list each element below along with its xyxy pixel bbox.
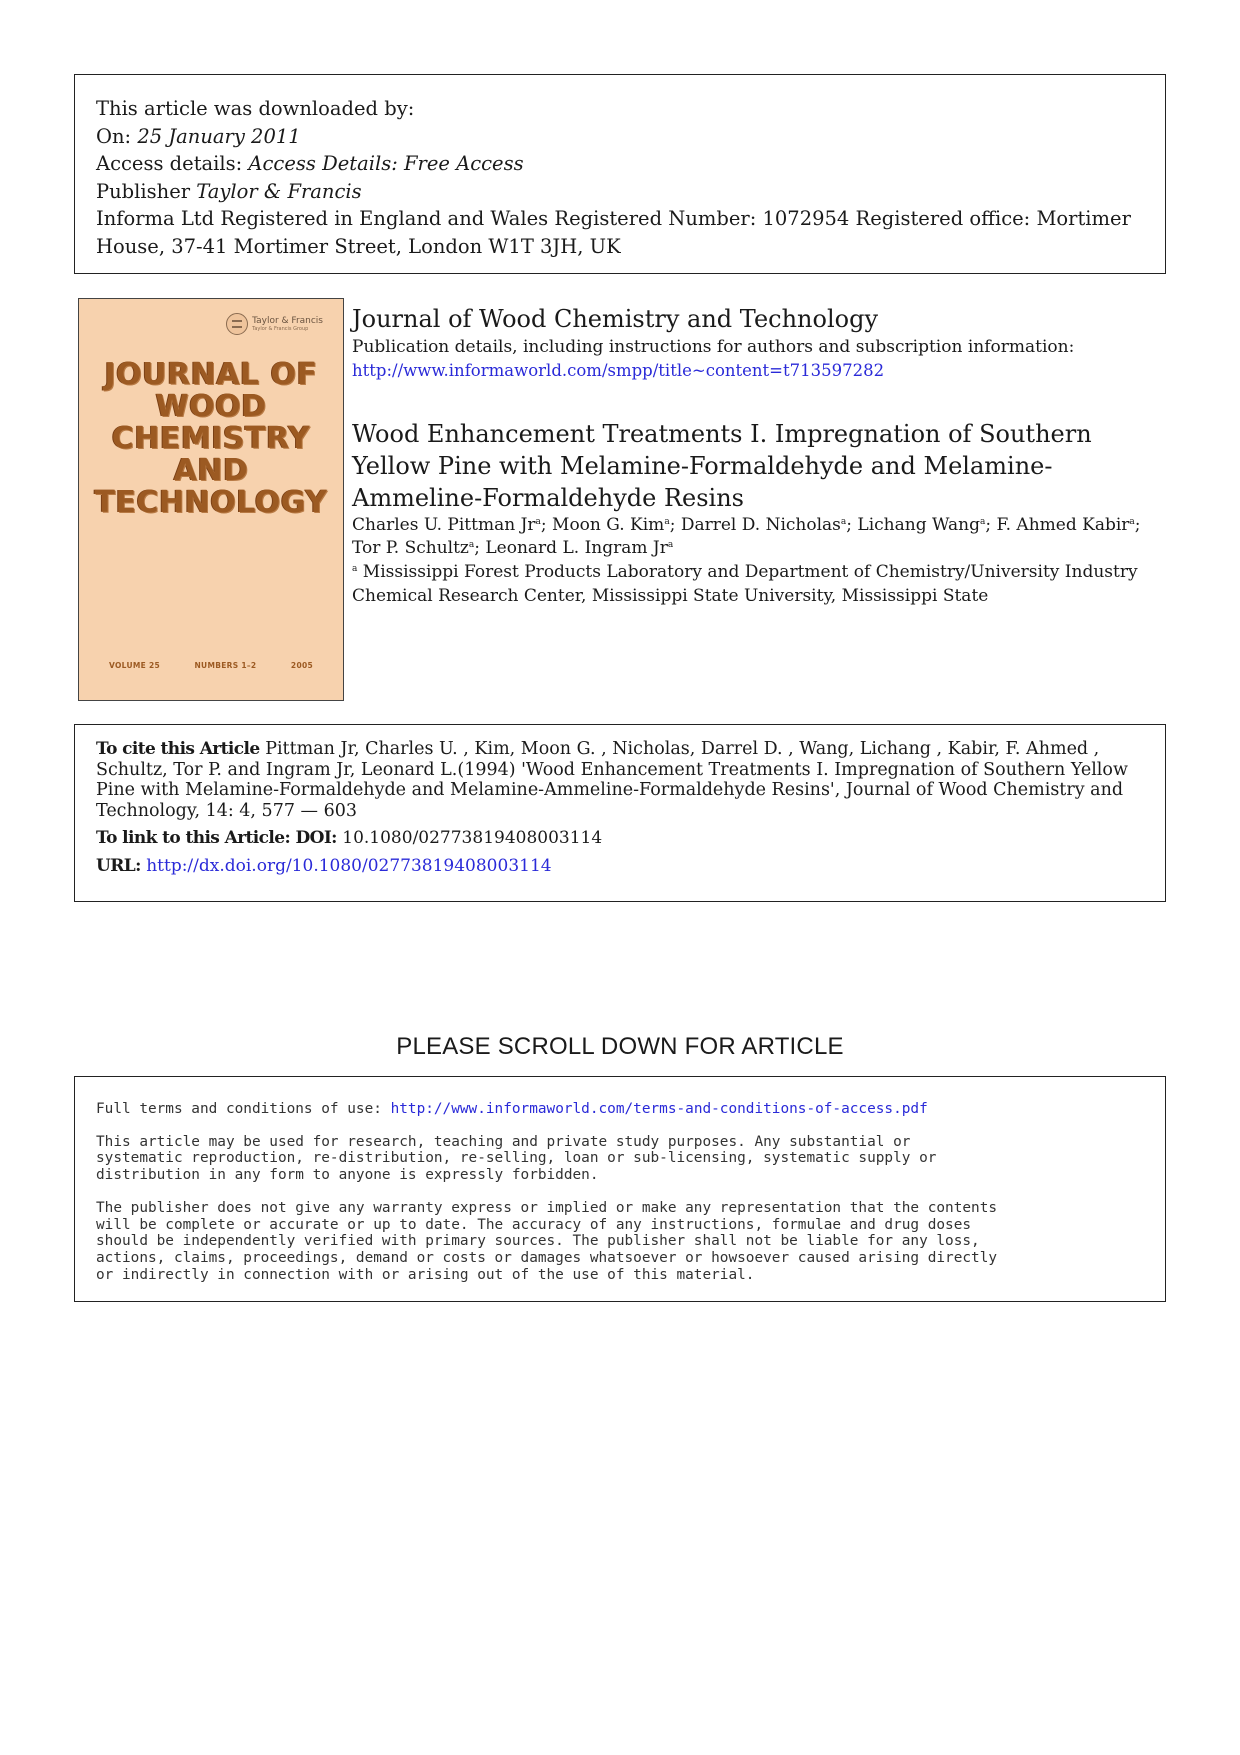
downloaded-by-line: This article was downloaded by: [96,97,415,120]
publication-details: Publication details, including instructions for authors and subscription information: [352,337,1075,357]
doi-url-link[interactable]: http://dx.doi.org/10.1080/02773819408003114 [146,856,552,876]
terms-url-link[interactable]: http://www.informaworld.com/terms-and-conditions-of-access.pdf [390,1101,928,1117]
author-name: Tor P. Schultz [352,538,469,558]
author-affiliation-mark: a [468,540,475,550]
citation-box [74,724,1166,902]
author-affiliation-mark: a [840,517,847,527]
author-name: Darrel D. Nicholas [680,515,841,535]
url-label: URL: [96,856,141,876]
affiliation-mark: a [352,564,358,574]
cite-text: Pittman Jr, Charles U. , Kim, Moon G. , Nicholas, Darrel D. , Wang, Lichang , Kabir, F. Ahmed , Schultz, Tor P. and Ingram Jr, Leonard L.(1994) 'Wood Enhancement Treatments I. Impregnation of Southern Yellow Pine with Melamine-Formaldehyde and Melamine-Ammeline-Formaldehyde Resins', Journal of Wood Chemistry and Technology, 14: 4, 577 — 603 [96,739,1128,821]
publisher-logo-name: Taylor & Francis [252,316,323,326]
author-affiliation-mark: a [667,540,674,550]
doi-value: 10.1080/02773819408003114 [342,828,603,848]
author-affiliation-mark: a [979,517,986,527]
cover-title-line: WOOD [155,389,267,424]
cover-title-line: CHEMISTRY [111,421,311,456]
doi-row [96,827,1145,849]
registration-text: Informa Ltd Registered in England and Wales Registered Number: 1072954 Registered office: Mortimer House, 37-41 Mortimer Street, London W1T 3JH, UK [96,207,1131,258]
publisher-logo-icon [226,313,248,335]
journal-title: Journal of Wood Chemistry and Technology [352,305,878,333]
journal-cover-image [78,298,344,701]
cover-title [79,359,343,519]
download-info-box [74,74,1166,274]
cover-title-line: JOURNAL OF [104,357,318,392]
article-title: Wood Enhancement Treatments I. Impregnation of Southern Yellow Pine with Melamine-Formaldehyde and Melamine-Ammeline-Formaldehyde Resins [352,420,1092,512]
cite-label: To cite this Article [96,739,260,759]
author-name: Leonard L. Ingram Jr [485,538,668,558]
terms-usage-paragraph: This article may be used for research, teaching and private study purposes. Any substantial or systematic reproduction, re-distribution, re-selling, loan or sub-licensing, systematic supply or distribution in any form to anyone is expressly forbidden. [96,1133,937,1184]
cover-footer [109,661,313,670]
cover-year: 2005 [290,661,313,670]
doi-label: To link to this Article: DOI: [96,828,337,848]
full-terms-line [96,1101,1145,1118]
author-name: F. Ahmed Kabir [996,515,1130,535]
author-affiliation-mark: a [535,517,541,527]
author-name: Charles U. Pittman Jr [352,515,536,535]
publisher-logo [226,313,323,335]
cover-title-line: TECHNOLOGY [94,485,328,520]
terms-box [74,1076,1166,1302]
download-date-value: 25 January 2011 [137,124,301,148]
affiliation-text: Mississippi Forest Products Laboratory and Department of Chemistry/University Industry Chemical Research Center, Mississippi State University, Mississippi State [352,562,1138,606]
scroll-down-notice: PLEASE SCROLL DOWN FOR ARTICLE [396,1033,844,1060]
access-details-line [96,150,1145,178]
cover-volume: VOLUME 25 [109,661,160,670]
publisher-line [96,178,1145,206]
access-details-label: Access details: [96,152,249,175]
publisher-label: Publisher [96,179,197,203]
url-row [96,855,1145,877]
terms-disclaimer-paragraph: The publisher does not give any warranty express or implied or make any representation that the contents will be complete or accurate or up to date. The accuracy of any instructions, formulae and drug doses should be independently verified with primary sources. The publisher shall not be liable for any loss, actions, claims, proceedings, demand or costs or damages whatsoever or howsoever caused arising directly or indirectly in connection with or arising out of the use of this material. [96,1199,998,1283]
author-affiliation-mark: a [1129,517,1135,527]
author-list: Charles U. Pittman Jr$^a$; Moon G. Kim$^a$; Darrel D. Nicholas$^a$; Lichang Wang$^a$; F. Ahmed Kabir$^a$; Tor P. Schultz$^a$; Leonard L. Ingram Jr$^a$ [352,515,1141,558]
download-date-line [96,123,1145,151]
author-name: Lichang Wang [857,515,980,535]
cover-numbers: NUMBERS 1–2 [194,661,257,670]
access-details-value: Access Details: Free Access [248,152,524,175]
citation [96,739,1145,821]
cover-title-line: AND [173,453,249,488]
author-affiliation-mark: a [664,517,670,527]
journal-url-link[interactable]: http://www.informaworld.com/smpp/title~content=t713597282 [352,361,885,380]
author-name: Moon G. Kim [552,515,665,535]
full-terms-label: Full terms and conditions of use: [96,1101,391,1117]
affiliation [352,561,1172,608]
publisher-logo-sub: Taylor & Francis Group [252,326,309,332]
publisher-value: Taylor & Francis [196,179,362,203]
download-date-label: On: [96,124,138,148]
